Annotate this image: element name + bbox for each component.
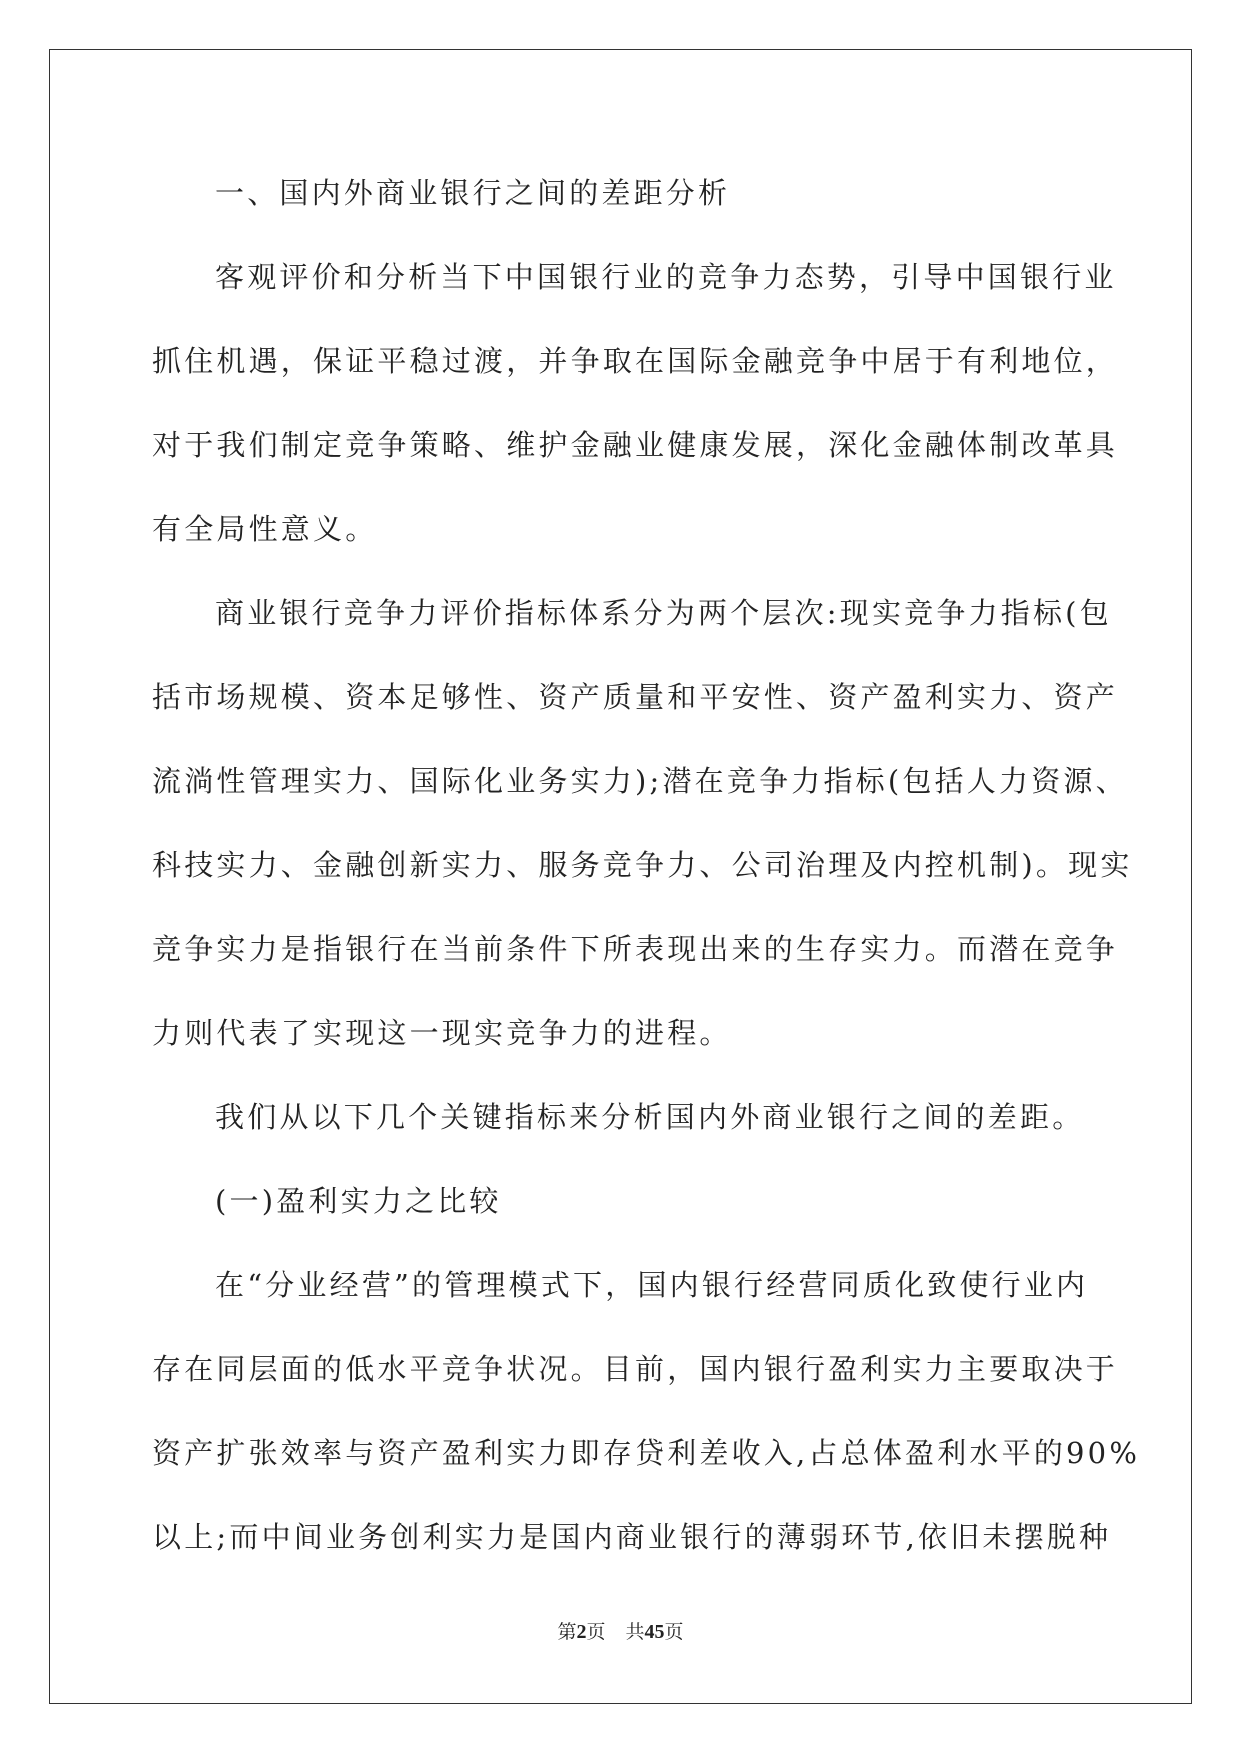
paragraph-line: 客观评价和分析当下中国银行业的竞争力态势，引导中国银行业 xyxy=(215,260,1117,294)
paragraph-line: 对于我们制定竞争策略、维护金融业健康发展，深化金融体制改革具 xyxy=(152,428,1119,462)
paragraph-line: 抓住机遇，保证平稳过渡，并争取在国际金融竞争中居于有利地位， xyxy=(152,344,1119,378)
page-footer xyxy=(0,1620,1241,1644)
page-prefix: 第 xyxy=(557,1621,577,1643)
paragraph-line: 以上;而中间业务创利实力是国内商业银行的薄弱环节,依旧未摆脱种 xyxy=(152,1520,1112,1554)
subsection-heading: (一)盈利实力之比较 xyxy=(215,1184,502,1218)
paragraph-line: 商业银行竞争力评价指标体系分为两个层次:现实竞争力指标(包 xyxy=(215,596,1112,630)
paragraph-line: 资产扩张效率与资产盈利实力即存贷利差收入,占总体盈利水平的90% xyxy=(152,1436,1141,1470)
page-suffix: 页 xyxy=(586,1621,606,1643)
page-number: 2 xyxy=(576,1621,587,1643)
document-body xyxy=(152,165,1141,1593)
paragraph-line: 我们从以下几个关键指标来分析国内外商业银行之间的差距。 xyxy=(215,1100,1085,1134)
paragraph-line: 流淌性管理实力、国际化业务实力);潜在竞争力指标(包括人力资源、 xyxy=(152,764,1128,798)
paragraph-line: 在“分业经营”的管理模式下，国内银行经营同质化致使行业内 xyxy=(215,1268,1089,1302)
total-pages: 45 xyxy=(644,1621,665,1643)
paragraph-line: 括市场规模、资本足够性、资产质量和平安性、资产盈利实力、资产 xyxy=(152,680,1119,714)
paragraph-line: 存在同层面的低水平竞争状况。目前，国内银行盈利实力主要取决于 xyxy=(152,1352,1119,1386)
section-heading: 一、国内外商业银行之间的差距分析 xyxy=(215,176,731,210)
paragraph-line: 竞争实力是指银行在当前条件下所表现出来的生存实力。而潜在竞争 xyxy=(152,932,1119,966)
paragraph-line: 有全局性意义。 xyxy=(152,512,378,546)
total-prefix: 共 xyxy=(625,1621,645,1643)
paragraph-line: 科技实力、金融创新实力、服务竞争力、公司治理及内控机制)。现实 xyxy=(152,848,1133,882)
total-suffix: 页 xyxy=(664,1621,684,1643)
paragraph-line: 力则代表了实现这一现实竞争力的进程。 xyxy=(152,1016,732,1050)
